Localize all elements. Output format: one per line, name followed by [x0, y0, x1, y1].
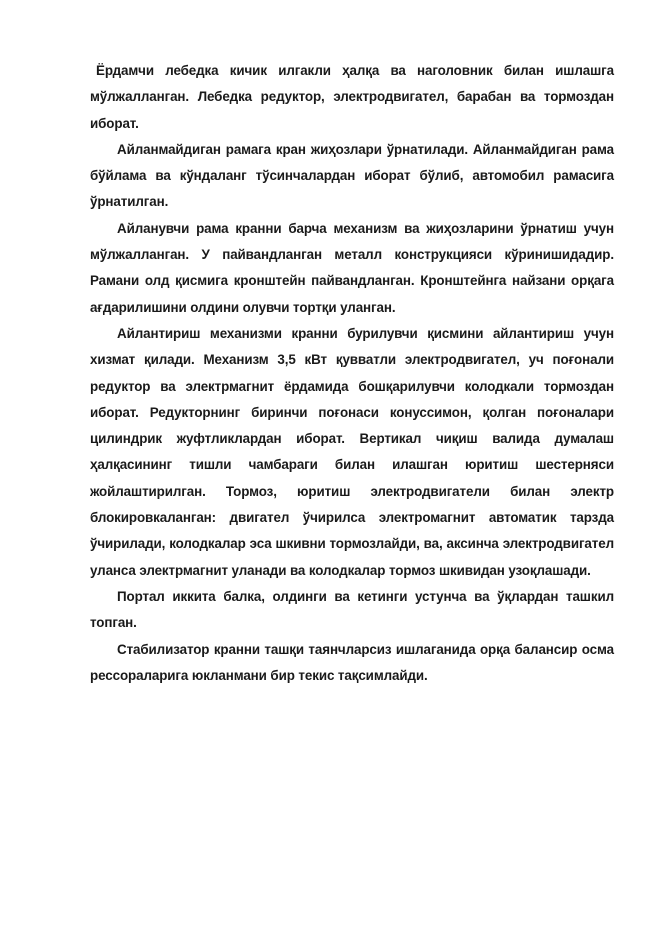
- paragraph-stabilizer: Стабилизатор кранни ташқи таянчларсиз ишлаганида орқа балансир осма рессораларига юкланмани бир текис тақсимлайди.: [90, 641, 614, 683]
- paragraph-auxiliary-winch: Ёрдамчи лебедка кичик илгакли ҳалқа ва наголовник билан ишлашга мўлжалланган. Лебедка редуктор, электродвигател, барабан ва тормоздан иборат.: [90, 63, 614, 131]
- paragraph-fixed-frame: Айланмайдиган рамага кран жиҳозлари ўрнатилади. Айланмайдиган рама бўйлама ва кўндаланг тўсинчалардан иборат бўлиб, автомобил рамасига ўрнатилган.: [90, 141, 614, 210]
- document-body: [90, 58, 614, 689]
- paragraph-portal: Портал иккита балка, олдинги ва кетинги устунча ва ўқлардан ташкил топган.: [90, 588, 614, 631]
- paragraph-rotating-frame: Айланувчи рама кранни барча механизм ва жиҳозларини ўрнатиш учун мўлжалланган. У пайвандланган металл конструкцияси кўринишидадир. Рамани олд қисмига кронштейн пайвандланган. Кронштейнга найзани орқага ағдарилишини олдини олувчи тортқи уланган.: [90, 220, 614, 315]
- paragraph-slewing-mechanism: Айлантириш механизми кранни бурилувчи қисмини айлантириш учун хизмат қилади. Механизм 3,5 кВт қувватли электродвигател, уч поғонали редуктор ва электрмагнит ёрдамида бошқарилувчи колодкали тормоздан иборат. Редукторнинг биринчи поғонаси конуссимон, қолган поғоналари цилиндрик жуфтликлардан иборат. Вертикал чиқиш валида думалаш ҳалқасининг тишли чамбараги билан илашган юритиш шестерняси жойлаштирилган. Тормоз, юритиш электродвигатели билан электр блокировкаланган: двигател ўчирилса электромагнит автоматик тарзда ўчирилади, колодкалар эса шкивни тормозлайди, ва, аксинча электродвигател уланса электрмагнит уланади ва колодкалар тормоз шкивидан узоқлашади.: [90, 325, 614, 578]
